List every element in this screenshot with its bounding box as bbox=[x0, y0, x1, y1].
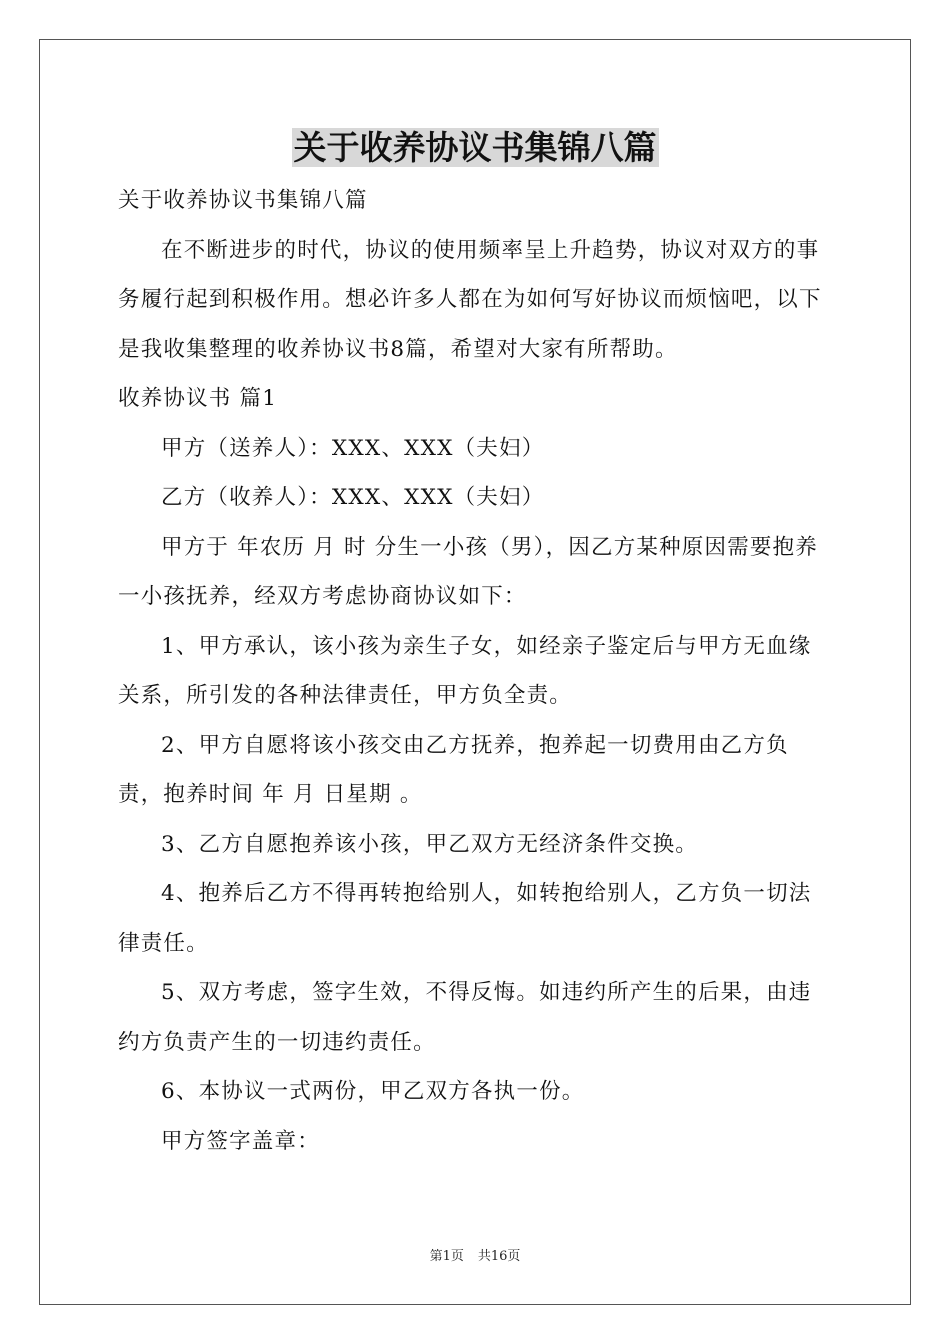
document-body bbox=[118, 176, 834, 1166]
party-b-line: 乙方（收养人）：XXX、XXX（夫妇） bbox=[161, 485, 545, 510]
page-number: 第1页 bbox=[429, 1249, 464, 1264]
clause-3: 3、乙方自愿抱养该小孩，甲乙双方无经济条件交换。 bbox=[161, 831, 698, 857]
total-pages: 共16页 bbox=[477, 1249, 521, 1264]
intro-paragraph: 在不断进步的时代，协议的使用频率呈上升趋势，协议对双方的事务履行起到积极作用。想必许多人都在为如何写好协议而烦恼吧，以下是我收集整理的收养协议书8篇，希望对大家有所帮助。 bbox=[118, 237, 822, 362]
page-footer bbox=[0, 1248, 950, 1266]
document-subtitle: 关于收养协议书集锦八篇 bbox=[118, 188, 368, 213]
document-title-text: 关于收养协议书集锦八篇 bbox=[293, 128, 657, 167]
clause-6: 6、本协议一式两份，甲乙双方各执一份。 bbox=[161, 1079, 585, 1104]
party-a-signature-line: 甲方签字盖章： bbox=[161, 1128, 320, 1154]
clause-4: 4、抱养后乙方不得再转抱给别人，如转抱给别人，乙方负一切法律责任。 bbox=[118, 881, 812, 956]
party-a-line: 甲方（送养人）：XXX、XXX（夫妇） bbox=[161, 435, 545, 461]
agreement-preamble: 甲方于 年农历 月 时 分生一小孩（男），因乙方某种原因需要抱养一小孩抚养，经双方考虑协商协议如下： bbox=[118, 534, 818, 609]
document-title bbox=[0, 124, 950, 172]
section-heading: 收养协议书 篇1 bbox=[118, 386, 278, 411]
clause-5: 5、双方考虑，签字生效，不得反悔。如违约所产生的后果，由违约方负责产生的一切违约责任。 bbox=[118, 980, 812, 1055]
clause-2: 2、甲方自愿将该小孩交由乙方抚养，抱养起一切费用由乙方负责，抱养时间 年 月 日星期 。 bbox=[118, 732, 789, 807]
clause-1: 1、甲方承认，该小孩为亲生子女，如经亲子鉴定后与甲方无血缘关系，所引发的各种法律责任，甲方负全责。 bbox=[118, 633, 812, 708]
